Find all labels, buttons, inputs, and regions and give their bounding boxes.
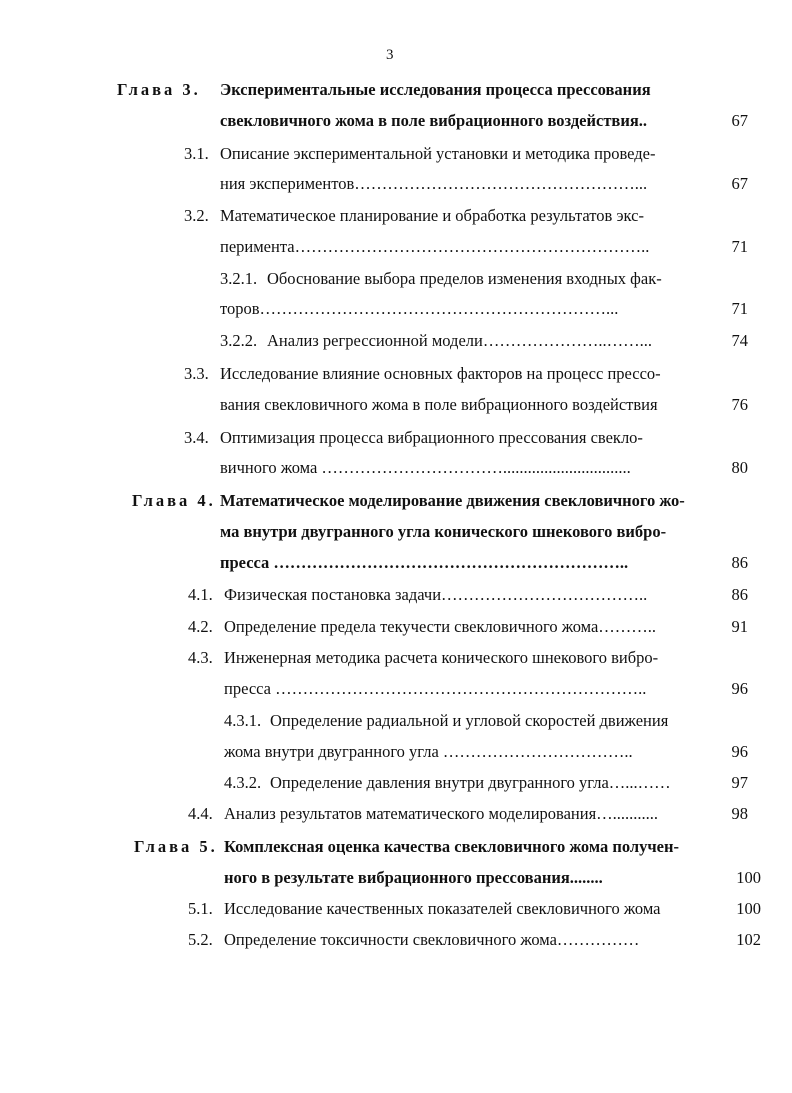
toc-title-line: вичного жома ……………………………............................... [220, 458, 631, 477]
toc-title-line: Оптимизация процесса вибрационного прессования свекло- [220, 428, 643, 447]
toc-title-line: Определение радиальной и угловой скоростей движения [270, 711, 669, 730]
toc-title-line: пресса ……………………………………………………….. [220, 553, 629, 572]
toc-title-line: перимента……………………………………………………….. [220, 237, 650, 256]
toc-prefix: 4.3.2. [224, 773, 262, 792]
toc-title-line: ного в результате вибрационного прессования........ [224, 868, 603, 887]
toc-page: 80 [731, 458, 748, 477]
toc-page: 98 [731, 804, 748, 823]
toc-title-line: Обоснование выбора пределов изменения входных фак- [267, 269, 662, 288]
toc-page: 67 [731, 174, 748, 193]
toc-page: 96 [731, 679, 748, 698]
toc-prefix: 3.1. [184, 144, 209, 163]
toc-title-line: ма внутри двугранного угла конического шнекового вибро- [220, 522, 667, 541]
toc-title-line: Исследование качественных показателей свекловичного жома [224, 899, 661, 918]
toc-prefix: 4.3.1. [224, 711, 262, 730]
toc-title-line: Исследование влияние основных факторов на процесс прессо- [220, 364, 661, 383]
toc-page: 67 [731, 111, 748, 130]
toc-prefix: 4.1. [188, 585, 213, 604]
toc-page: 100 [736, 899, 761, 918]
toc-title-line: торов………………………………………………………... [220, 299, 619, 318]
toc-title-line: Анализ результатов математического моделирования…........... [224, 804, 659, 823]
toc-prefix: Глава 4. [132, 491, 216, 510]
toc-prefix: 3.2.2. [220, 331, 258, 350]
toc-page: 91 [731, 617, 748, 636]
toc-page: 86 [731, 553, 748, 572]
toc-title-line: Математическое моделирование движения свекловичного жо- [220, 491, 685, 510]
toc-title-line: Комплексная оценка качества свекловичного жома получен- [224, 837, 680, 856]
toc-title-line: вания свекловичного жома в поле вибрационного воздействия [220, 395, 658, 414]
toc-page: 102 [736, 930, 761, 949]
toc-prefix: 5.1. [188, 899, 213, 918]
toc-prefix: 4.3. [188, 648, 213, 667]
toc-title-line: Анализ регрессионной модели…………………..……... [267, 331, 652, 350]
toc-title-line: Описание экспериментальной установки и методика проведе- [220, 144, 656, 163]
toc-title-line: Физическая постановка задачи……………………………….. [224, 585, 648, 604]
toc-prefix: 3.2. [184, 206, 209, 225]
toc-page: 100 [736, 868, 761, 887]
toc-page: 96 [731, 742, 748, 761]
toc-page: 97 [731, 773, 748, 792]
toc-page: 86 [731, 585, 748, 604]
toc-title-line: жома внутри двугранного угла …………………………….. [224, 742, 633, 761]
toc-prefix: 3.2.1. [220, 269, 258, 288]
toc-page: 74 [731, 331, 748, 350]
toc-prefix: 5.2. [188, 930, 213, 949]
toc-prefix: 4.4. [188, 804, 213, 823]
toc-prefix: Глава 3. [117, 80, 201, 99]
toc-prefix: 4.2. [188, 617, 213, 636]
toc-title-line: свекловичного жома в поле вибрационного воздействия.. [220, 111, 648, 130]
toc-title-line: Определение токсичности свекловичного жома…………… [224, 930, 640, 949]
toc-title-line: Математическое планирование и обработка результатов экс- [220, 206, 644, 225]
toc-title-line: Экспериментальные исследования процесса прессования [220, 80, 651, 99]
toc-prefix: 3.4. [184, 428, 209, 447]
toc-prefix: 3.3. [184, 364, 209, 383]
toc-title-line: Определение давления внутри двугранного угла…...…… [270, 773, 671, 792]
toc-prefix: Глава 5. [134, 837, 218, 856]
toc-title-line: ния экспериментов……………………………………………... [220, 174, 648, 193]
toc-page: 76 [731, 395, 748, 414]
toc-title-line: Инженерная методика расчета конического шнекового вибро- [224, 648, 659, 667]
toc-page: 71 [731, 237, 748, 256]
toc-page: 71 [731, 299, 748, 318]
toc-title-line: пресса ………………………………………………………….. [224, 679, 647, 698]
toc-title-line: Определение предела текучести свекловичного жома……….. [224, 617, 657, 636]
page-number: 3 [386, 47, 394, 63]
